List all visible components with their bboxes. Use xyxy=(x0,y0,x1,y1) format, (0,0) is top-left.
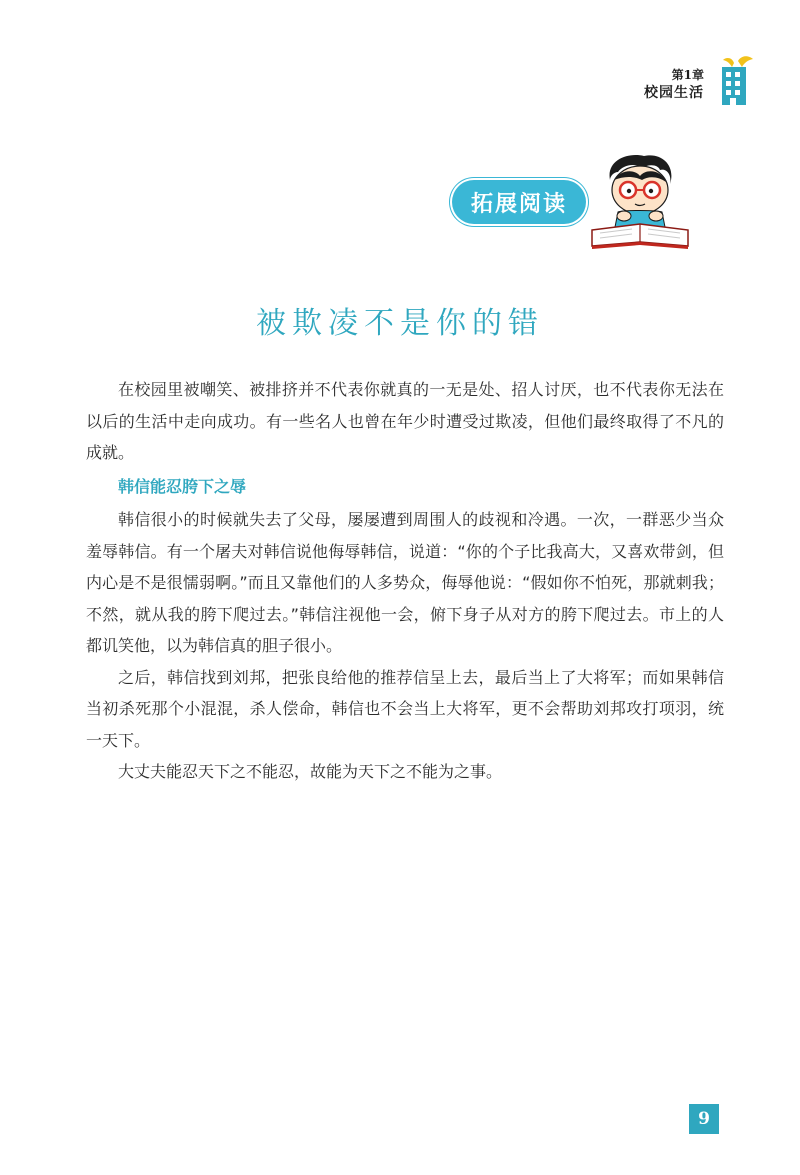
paragraph-intro: 在校园里被嘲笑、被排挤并不代表你就真的一无是处、招人讨厌，也不代表你无法在以后的生活中走向成功。有一些名人也曾在年少时遭受过欺凌，但他们最终取得了不凡的成就。 xyxy=(86,380,724,462)
paragraph-moral: 大丈夫能忍天下之不能忍，故能为天下之不能为之事。 xyxy=(118,762,503,781)
article-title: 被欺凌不是你的错 xyxy=(256,306,544,341)
chapter-marker xyxy=(644,68,704,102)
article-body xyxy=(86,374,724,788)
extended-reading-badge: 拓展阅读 xyxy=(452,180,586,224)
paragraph-outcome: 之后，韩信找到刘邦，把张良给他的推荐信呈上去，最后当上了大将军；而如果韩信当初杀死那个小混混，杀人偿命，韩信也不会当上大将军，更不会帮助刘邦攻打项羽，统一天下。 xyxy=(86,667,724,750)
chapter-title: 校园生活 xyxy=(644,85,704,101)
paragraph-story: 韩信很小的时候就失去了父母，屡屡遭到周围人的歧视和冷遇。一次，一群恶少当众羞辱韩信。有一个屠夫对韩信说他侮辱韩信，说道：“你的个子比我高大，又喜欢带剑，但内心是不是很懦弱啊。”而且又靠他们的人多势众，侮辱他说：“假如你不怕死，那就刺我；不然，就从我的胯下爬过去。”韩信注视他一会，俯下身子从对方的胯下爬过去。市上的人都讥笑他，以为韩信真的胆子很小。 xyxy=(86,510,724,655)
reader-illustration xyxy=(588,150,693,250)
chapter-number: 第1章 xyxy=(671,68,704,82)
section-subheading: 韩信能忍胯下之辱 xyxy=(118,476,247,496)
page-number: 9 xyxy=(689,1104,719,1134)
building-icon xyxy=(720,55,754,107)
